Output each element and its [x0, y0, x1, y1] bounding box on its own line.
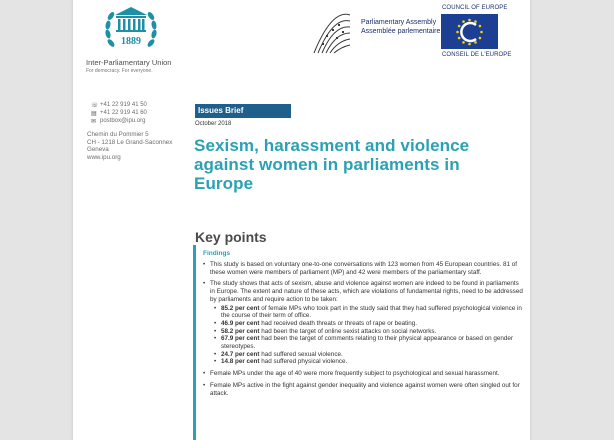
stat-item	[210, 320, 525, 328]
list-item	[203, 280, 525, 366]
stat-percent: 85.2 per cent	[221, 304, 260, 312]
coe-name-fr: CONSEIL DE L'EUROPE	[442, 52, 512, 58]
stat-text: had been the target of comments relating to their physical appearance or based on gender stereotypes.	[221, 335, 513, 351]
pace-name-en: Parliamentary Assembly	[361, 19, 437, 26]
stat-item	[210, 351, 525, 359]
address-line: Geneva	[87, 146, 109, 154]
issues-brief-badge: Issues Brief	[195, 104, 291, 118]
stat-item	[210, 305, 525, 320]
ipu-tagline: For democracy. For everyone.	[86, 68, 153, 74]
findings-list	[203, 261, 525, 401]
findings-box	[193, 245, 527, 440]
website-link[interactable]: www.ipu.org	[87, 153, 121, 161]
ipu-name: Inter-Parliamentary Union	[86, 58, 172, 67]
stat-item	[210, 328, 525, 336]
contact-block	[91, 101, 147, 125]
stat-percent: 46.9 per cent	[221, 319, 260, 327]
stat-percent: 67.9 per cent	[221, 335, 260, 343]
ipu-year: 1889	[121, 36, 141, 47]
pace-logo	[312, 5, 352, 57]
coe-logo	[441, 14, 498, 49]
pace-name-fr: Assemblée parlementaire	[361, 27, 441, 35]
stats-list	[210, 305, 525, 367]
key-points-heading: Key points	[195, 229, 267, 245]
stat-percent: 58.2 per cent	[221, 327, 260, 335]
address-block	[87, 131, 172, 161]
ipu-logo	[103, 3, 159, 55]
phone-number: +41 22 919 41 50	[100, 102, 147, 108]
pace-name	[361, 19, 440, 36]
stat-text: had been the target of online sexist attacks on social networks.	[259, 327, 437, 335]
list-item: • This study is based on voluntary one-to-one conversations with 123 women from 45 European countries. 81 of these women were members of parliament (MP) and 42 were members of the parliamentary staff.	[203, 261, 525, 276]
email-link[interactable]: postbox@ipu.org	[100, 118, 146, 124]
stat-text: had received death threats or threats of rape or beating.	[259, 319, 418, 327]
findings-heading: Findings	[203, 250, 231, 257]
address-line: Chemin du Pommier 5	[87, 131, 149, 138]
list-item: • Female MPs under the age of 40 were more frequently subject to psychological and sexual harassment.	[203, 370, 525, 378]
stat-item	[210, 335, 525, 350]
fax-icon: ▤	[91, 110, 97, 117]
finding-text: The study shows that acts of sexism, abuse and violence against women are indeed to be found in parliaments in Europe. The extent and nature of these acts, which are violations of fundamental rights, need to be addressed by parliaments and require action to be taken:	[210, 280, 523, 303]
stat-percent: 24.7 per cent	[221, 350, 260, 358]
publication-date: October 2018	[195, 121, 232, 127]
coe-name-en: COUNCIL OF EUROPE	[442, 5, 508, 11]
document-page	[73, 0, 530, 440]
stat-text: of female MPs who took part in the study said that they had suffered psychological violence in the course of their term of office.	[221, 304, 522, 320]
list-item: • Female MPs active in the fight against gender inequality and violence against women were often singled out for attack.	[203, 382, 525, 397]
stat-percent: 14.8 per cent	[221, 358, 260, 366]
stat-item	[210, 358, 525, 366]
email-icon: ✉	[91, 118, 97, 125]
fax-number: +41 22 919 41 60	[100, 110, 147, 116]
stat-text: had suffered physical violence.	[259, 358, 348, 366]
stat-text: had suffered sexual violence.	[259, 350, 343, 358]
address-line: CH - 1218 Le Grand-Saconnex	[87, 138, 173, 146]
phone-icon: ☏	[91, 102, 99, 109]
document-title: Sexism, harassment and violence against women in parliaments in Europe	[194, 136, 470, 193]
